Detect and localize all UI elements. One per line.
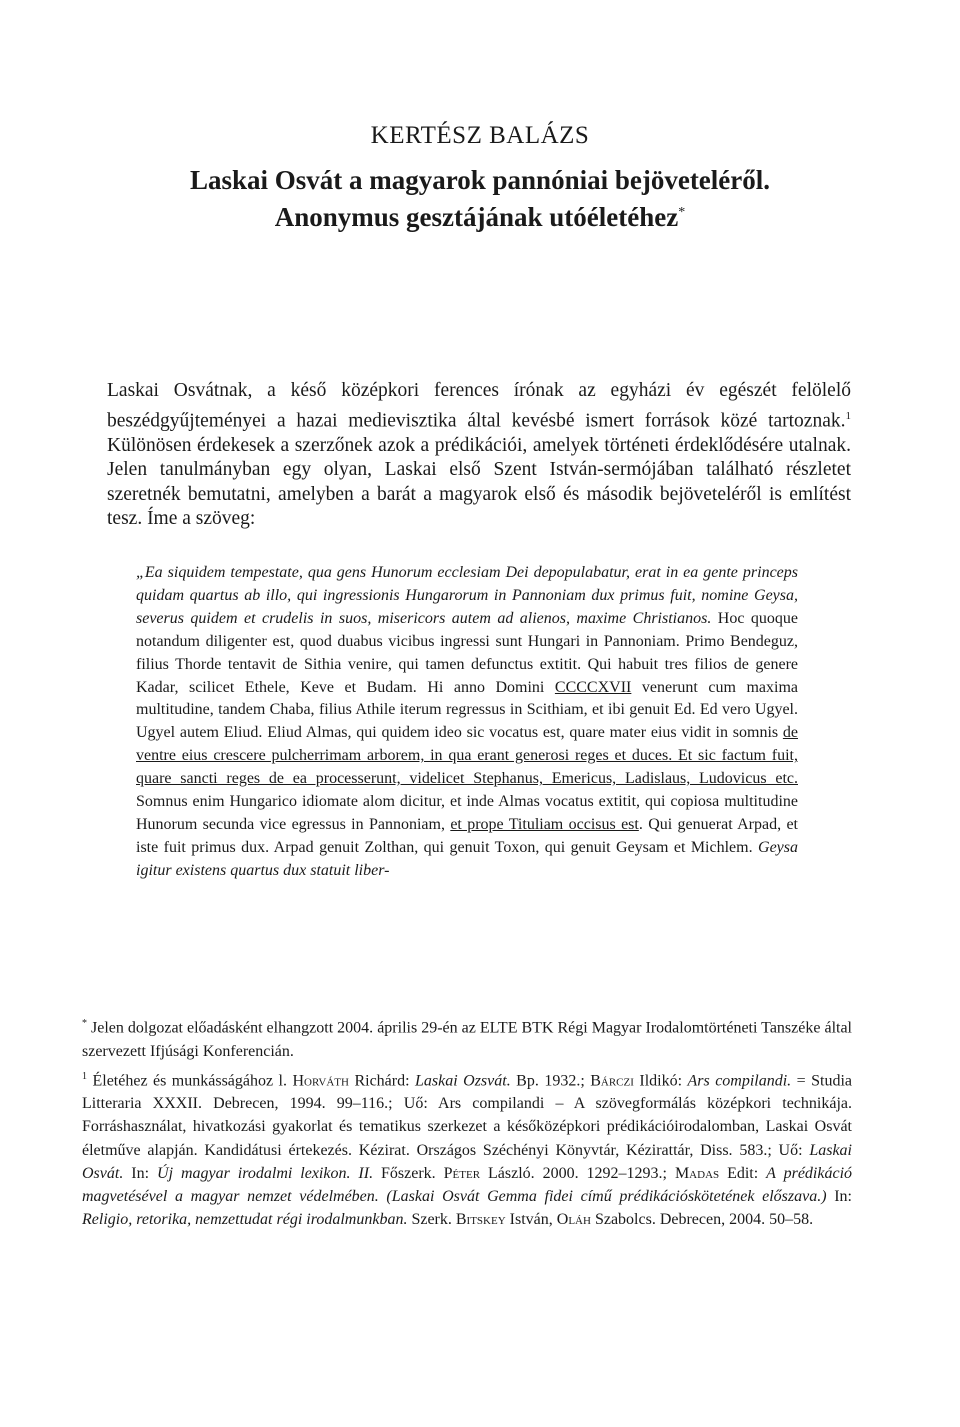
footnote-star-text: Jelen dolgozat előadásként elhangzott 2004. április 29-én az ELTE BTK Régi Magyar Irodalomtörténeti Tanszéke által szervezett Ifjúsági Konferencián. xyxy=(82,1019,853,1060)
body-paragraph xyxy=(107,379,851,532)
quote-text-2: venerunt cum maxima multitudine, tandem Chaba, filius Athile iterum regressus in Scithiam, et ibi genuit Ed. Ed vero Ugyel. Ugyel autem Eliud. Eliud Almas, qui quidem ideo sic vocatus est, quare mater eius vidit in somnis xyxy=(136,678,799,742)
quote-underlined-year: CCCCXVII xyxy=(554,678,632,696)
footnote-1-text-k: Szerk. xyxy=(407,1211,456,1229)
footnote-1-text-j: In: xyxy=(826,1188,852,1206)
author-barczi: Bárczi xyxy=(590,1072,634,1090)
footnote-star xyxy=(82,1012,852,1063)
footnote-1-text-i: Edit: xyxy=(719,1164,767,1182)
work-laskai-osvat: Laskai Osvát. xyxy=(82,1141,852,1182)
title-line-2 xyxy=(0,202,960,233)
author-peter: Péter xyxy=(443,1164,481,1182)
footnotes xyxy=(82,1012,852,1233)
work-ars-compilandi: Ars compilandi. xyxy=(687,1072,792,1090)
footnote-1-text-g: Főszerk. xyxy=(373,1164,444,1182)
work-uj-magyar-irodalmi-lexikon: Új magyar irodalmi lexikon. II. xyxy=(157,1164,374,1182)
title-footnote-mark: * xyxy=(678,205,686,220)
author-olah: Oláh xyxy=(556,1211,591,1229)
footnote-1-text-c: Bp. 1932.; xyxy=(510,1072,591,1090)
intro-paragraph xyxy=(107,379,851,532)
footnote-1-text-b: Richárd: xyxy=(348,1072,416,1090)
quote-paragraph xyxy=(136,562,798,883)
latin-quote xyxy=(136,562,798,883)
footnote-1-text-l: István, xyxy=(505,1211,557,1229)
quote-text-4: . Qui genuerat Arpad, et iste fuit primus dux. Arpad genuit Zolthan, qui genuit Toxon, qui genuit Geysam et Michlem. xyxy=(136,815,798,856)
footnote-1-text-h: László. 2000. 1292–1293.; xyxy=(480,1164,675,1182)
footnote-1-text-f: In: xyxy=(123,1164,158,1182)
quote-text-3: Somnus enim Hungarico idiomate alom dicitur, et inde Almas vocatus extitit, qui copiosa multitudine Hunorum secunda vice egressus in Pannoniam, xyxy=(136,793,798,833)
author-horvath: Horváth xyxy=(292,1072,349,1090)
footnote-1-text-e: = Studia Litteraria XXXII. Debrecen, 1994. 99–116.; Uő: Ars compilandi – A szövegformálás középkori technikája. Forráshasználat, hivatkozási gyakorlat és tematikus szerkezet a későközépkori prédikációirodalomban, Laskai Osvát életműve alapján. Kandidátusi értekezés. Kézirat. Országos Széchényi Könyvtár, Kézirattár, Diss. 583.; Uő: xyxy=(82,1072,853,1159)
intro-text-2: Különösen érdekesek a szerzőnek azok a prédikációi, amelyek történeti érdeklődésére utalnak. Jelen tanulmányban egy olyan, Laskai első Szent István-sermójában található részletet szeretnék bemutatni, amelyben a barát a magyarok első és második bejöveteléről is említést tesz. Íme a szöveg: xyxy=(107,434,851,530)
quote-underlined-titulia: et prope Tituliam occisus est xyxy=(450,815,639,833)
author-madas: Madas xyxy=(674,1164,720,1182)
footnote-star-mark: * xyxy=(82,1018,87,1029)
footnote-1-text-m: Szabolcs. Debrecen, 2004. 50–58. xyxy=(590,1211,814,1229)
work-religio: Religio, retorika, nemzettudat régi irodalmunkban. xyxy=(82,1211,408,1229)
title-line-2-text: Anonymus gesztájának utóéletéhez xyxy=(274,202,679,232)
quote-text-1: Hoc quoque notandum diligenter est, quod duabus vicibus ingressi sunt Hungari in Pannoniam. Primo Bendeguz, filius Thorde tentavit de Sithia venire, qui tamen defunctus extitit. Qui habuit tres filios de genere Kadar, scilicet Ethele, Keve et Budam. Hi anno Domini xyxy=(136,609,798,696)
footnote-1-text-a: Életéhez és munkásságához l. xyxy=(92,1072,293,1090)
quote-underlined-dream: de ventre eius crescere pulcherrimam arborem, in qua erant generosi reges et duces. Et sic factum fuit, quare sancti reges de ea processerunt, videlicet Stephanus, Emericus, Ladislaus, Ludovicus etc. xyxy=(136,724,798,788)
quote-italic-close: Geysa igitur existens quartus dux statuit liber- xyxy=(136,838,798,879)
author-name: KERTÉSZ BALÁZS xyxy=(370,122,590,149)
intro-text-1: Laskai Osvátnak, a késő középkori ferences írónak az egyházi év egészét felölelő beszédgyűjteményei a hazai medievisztika által kevésbé ismert források közé tartoznak. xyxy=(107,380,851,432)
title-line-1: Laskai Osvát a magyarok pannóniai bejöveteléről. xyxy=(189,165,771,195)
footnote-1-text-d: Ildikó: xyxy=(633,1072,688,1090)
work-a-predikacio: A prédikáció magvetésével a magyar nemzet védelmében. (Laskai Osvát Gemma fidei című prédikációskötetének előszava.) xyxy=(82,1164,853,1206)
author-bitskey: Bitskey xyxy=(455,1211,506,1229)
footnote-1 xyxy=(82,1065,852,1232)
quote-italic-open: „Ea siquidem tempestate, qua gens Hunorum ecclesiam Dei depopulabatur, erat in ea gente princeps quidam quartus ab illo, qui ingressionis Hungarorum in Pannoniam dux primus fuit, nomine Geysa, severus quidem et crudelis in suos, misericors autem ad alienos, maxime Christianos. xyxy=(136,564,798,627)
footnote-1-mark: 1 xyxy=(82,1070,87,1082)
work-laskai-ozsvat: Laskai Ozsvát. xyxy=(415,1072,511,1090)
footnote-ref-1: 1 xyxy=(845,409,851,422)
